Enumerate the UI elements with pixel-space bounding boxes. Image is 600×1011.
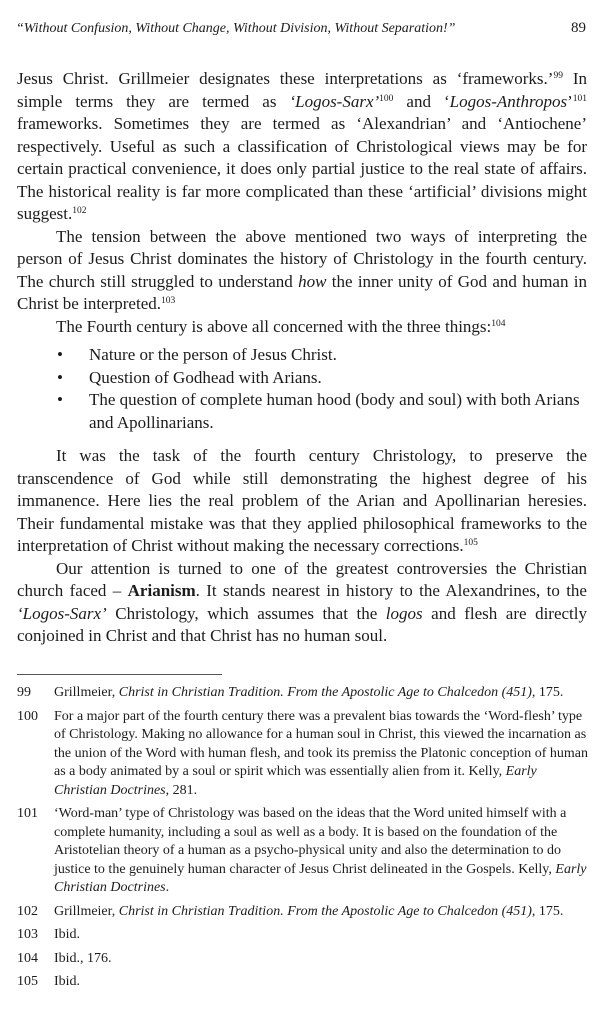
main-text: [17, 68, 587, 648]
keyword-arianism: Arianism: [127, 581, 196, 600]
footnotes: [17, 684, 589, 997]
footnote-100: 100 For a major part of the fourth century there was a prevalent bias towards the ‘Word-flesh’ type of Christology. Making no allowance for a human soul in Christ, this viewed the incarnation as the union of the Word with human flesh, and took its premiss the Platonic conception of human as a body animated by a soul or spirit which was essentially alien from it. Kelly, Early Christian Doctrines, 281.: [17, 708, 589, 798]
paragraph-5: Our attention is turned to one of the greatest controversies the Christian church faced – Arianism. It stands nearest in history to the Alexandrines, to the ‘Logos-Sarx’ Christology, which assumes that the logos and flesh are directly conjoined in Christ and that Christ has no human soul.: [17, 558, 587, 645]
footnote-104: 104 Ibid., 176.: [17, 950, 112, 966]
footnote-101: 101 ‘Word-man’ type of Christology was based on the ideas that the Word united himself with a complete humanity, including a soul as well as a body. It is based on the foundation of the Aristotelian theory of a human as a psycho-physical unity and also the determination to do justice to the genuinely human character of Jesus Christ delineated in the Gospels. Kelly, Early Christian Doctrines.: [17, 806, 587, 895]
footnote-102: 102 Grillmeier, Christ in Christian Tradition. From the Apostolic Age to Chalcedon (451), 175.: [17, 903, 564, 919]
list-item: • Nature or the person of Jesus Christ.: [17, 344, 587, 367]
list-item: • The question of complete human hood (body and soul) with both Arians and Apollinarians.: [17, 389, 587, 434]
bullet-icon: •: [57, 390, 63, 409]
footnote-ref-105: 105: [463, 538, 478, 548]
footnote-103: 103 Ibid.: [17, 927, 81, 942]
list-item: • Question of Godhead with Arians.: [17, 367, 587, 390]
running-title: “Without Confusion, Without Change, Without Division, Without Separation!”: [16, 21, 456, 36]
page-header: [16, 20, 586, 37]
footnote-ref-104: 104: [491, 318, 506, 329]
footnote-divider: [17, 674, 222, 675]
paragraph-2: The tension between the above mentioned two ways of interpreting the person of Jesus Christ dominates the history of Christology in the fourth century. The church still struggled to understand how the inner unity of God and human in Christ be interpreted.$^{103}$: [17, 226, 588, 313]
paragraph-4: It was the task of the fourth century Christology, to preserve the transcendence of God while still demonstrating the highest degree of his immanence. Here lies the real problem of the Arian and Apollinarian heresies. Their fundamental mistake was that they applied philosophical frameworks to the interpretation of Christ without making the necessary corrections.$^{105}$: [17, 446, 587, 555]
bullet-list: [17, 344, 587, 434]
footnote-ref-99: 99: [553, 71, 563, 81]
footnote-99: 99 Grillmeier, Christ in Christian Tradition. From the Apostolic Age to Chalcedon (451), 175.: [17, 685, 564, 700]
footnote-ref-101: 101: [572, 93, 587, 104]
footnote-ref-100: 100: [379, 93, 394, 104]
footnote-ref-103: 103: [161, 296, 176, 306]
footnote-ref-102: 102: [72, 206, 87, 216]
page-number: 89: [571, 20, 586, 36]
bullet-icon: •: [57, 367, 63, 387]
paragraph-3: The Fourth century is above all concerned with the three things:$^{104}$: [56, 316, 506, 336]
paragraph-1: Jesus Christ. Grillmeier designates these interpretations as ‘frameworks.’$^{99}$ In simple terms they are termed as ‘Logos-Sarx’$^{100}$ and ‘Logos-Anthropos’$^{101}$ frameworks. Sometimes they are termed as ‘Alexandrian’ and ‘Antiochene’ respectively. Useful as such a classification of Christological views may be for certain practical convenience, it does only partial justice to the real state of affairs. The historical reality is far more complicated than these ‘artificial’ divisions might suggest.$^{102}$: [17, 69, 587, 223]
bullet-icon: •: [57, 345, 63, 364]
footnote-105: 105 Ibid.: [17, 974, 81, 989]
